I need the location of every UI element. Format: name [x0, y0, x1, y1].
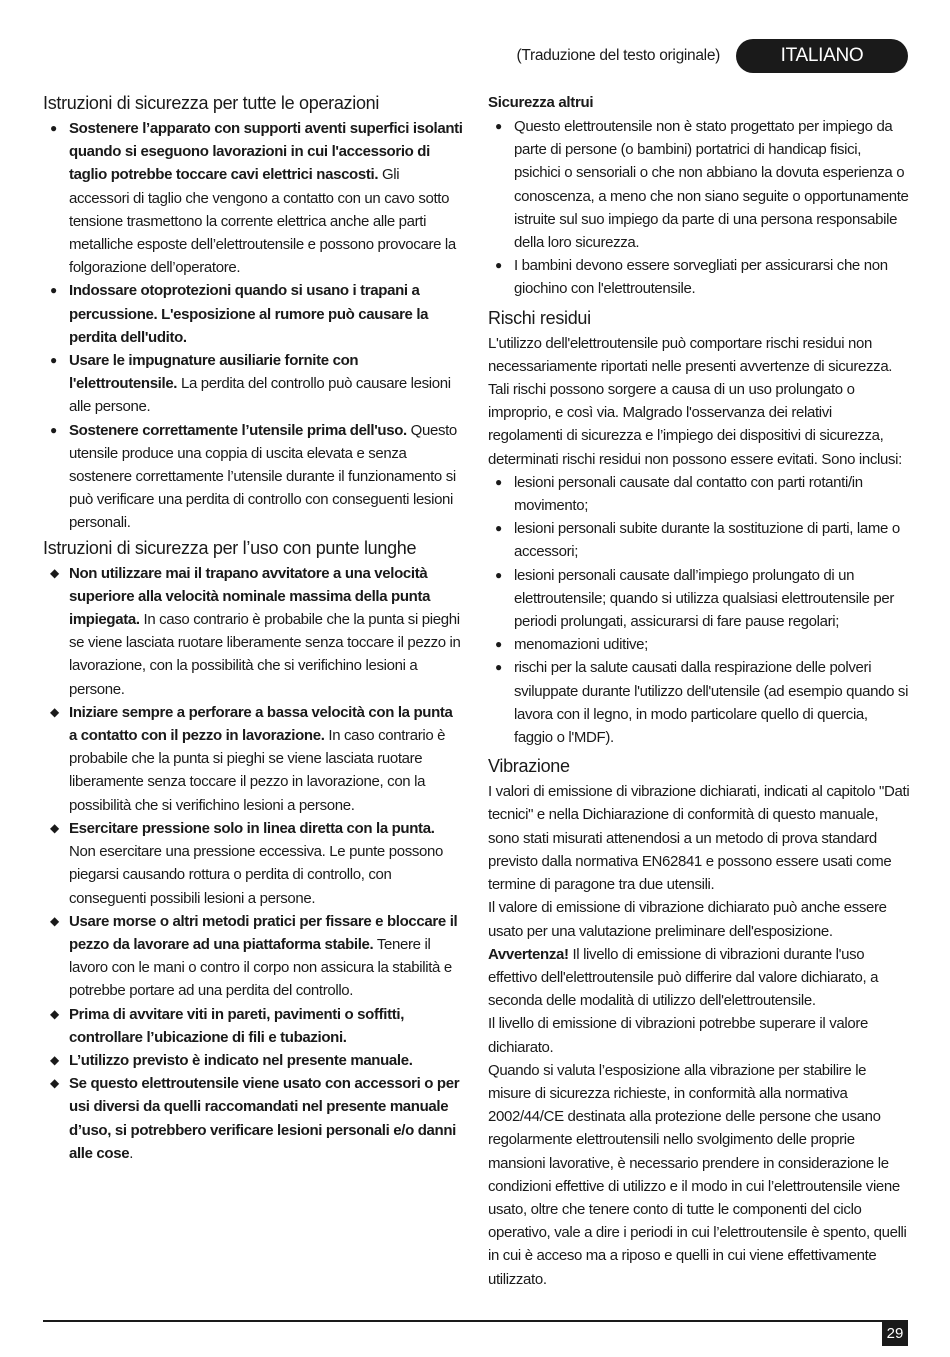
item-text: . — [129, 1144, 134, 1162]
bullet-icon: ● — [495, 660, 502, 675]
item-bold-text: Esercitare pressione solo in linea diretta con la punta. — [69, 819, 435, 837]
list-item — [488, 517, 910, 563]
item-text: In caso contrario è probabile che la punta si pieghi se viene lasciata ruotare liberamente senza toccare il pezzo in lavorazione, con la possibilità che si verifichino lesioni a persone. — [69, 727, 446, 814]
bullet-icon: ● — [495, 567, 502, 582]
diamond-bullet-icon: ◆ — [50, 1052, 59, 1067]
list-item — [488, 254, 910, 300]
bullet-icon: ● — [495, 521, 502, 536]
item-bold-text: Sostenere l’apparato con supporti aventi superfici isolanti quando si eseguono lavorazioni in cui l'accessorio di taglio potrebbe toccare cavi elettrici nascosti. — [69, 120, 463, 184]
list-item — [43, 1049, 463, 1072]
list-item — [488, 633, 910, 656]
item-bold-text: Non utilizzare mai il trapano avvitatore a una velocità superiore alla velocità nominale massima della punta impiegata. — [69, 564, 431, 629]
section-title-general-safety: Istruzioni di sicurezza per tutte le operazioni — [43, 93, 380, 113]
item-bold-text: L’utilizzo previsto è indicato nel presente manuale. — [69, 1051, 413, 1069]
bullet-icon: ● — [495, 258, 502, 273]
item-bold-text: Indossare otoprotezioni quando si usano i trapani a percussione. L'esposizione al rumore può causare la perdita dell'udito. — [69, 282, 429, 346]
item-text: I bambini devono essere sorvegliati per assicurarsi che non giochino con l'elettroutensile. — [514, 257, 888, 298]
item-text: rischi per la salute causati dalla respirazione delle polveri sviluppate durante l'utilizzo dell'utensile (ad esempio quando si lavora con il legno, in modo particolare quello di quercia, faggio o l'MDF). — [514, 659, 909, 747]
item-text: lesioni personali causate dall’impiego prolungato di un elettroutensile; quando si utilizza qualsiasi elettroutensile per periodi prolungati, assicurarsi di fare pause regolari; — [514, 566, 894, 631]
left-column — [43, 90, 463, 1165]
bullet-icon: ● — [495, 637, 502, 652]
bullet-icon: ● — [50, 283, 57, 298]
right-column — [488, 90, 910, 1291]
others-safety-list — [488, 115, 910, 301]
item-text: Questo elettroutensile non è stato progettato per impiego da parte di persone (o bambini) portatrici di handicap fisici, psichici o sensoriali o che non abbiano la dovuta esperienza o conoscenza, a meno che non siano seguite o opportunamente istruite sul suo impiego da parte di una persona responsabile della loro sicurezza. — [514, 118, 909, 252]
item-bold-text: Prima di avvitare viti in pareti, pavimenti o soffitti, controllare l’ubicazione di fili e tubazioni. — [69, 1005, 405, 1046]
page-header — [517, 38, 909, 74]
residual-risks-list — [488, 471, 910, 749]
language-badge: ITALIANO — [736, 39, 908, 73]
list-item — [488, 115, 910, 254]
list-item — [43, 349, 463, 419]
section-title-vibration: Vibrazione — [488, 756, 570, 777]
list-item — [43, 817, 463, 910]
residual-risks-intro: L'utilizzo dell'elettroutensile può comportare rischi residui non necessariamente riportati nelle presenti avvertenze di sicurezza. Tali rischi possono sorgere a causa di un uso prolungato o improprio, e così via. Malgrado l'osservanza dei relativi regolamenti di sicurezza e l’impiego dei dispositivi di sicurezza, determinati rischi residui non possono essere evitati. Sono inclusi: — [488, 334, 902, 468]
vibration-paragraph: I valori di emissione di vibrazione dichiarati, indicati al capitolo "Dati tecnici" e nella Dichiarazione di conformità di questo manuale, sono stati misurati attenendosi a un metodo di prova standard previsto dalla normativa EN62841 e possono essere usati come termine di paragone tra due utensili. — [488, 783, 910, 894]
vibration-paragraph: Il valore di emissione di vibrazione dichiarato può anche essere usato per una valutazione preliminare dell'esposizione. — [488, 899, 887, 940]
item-bold-text: Sostenere correttamente l’utensile prima dell'uso. — [69, 421, 407, 439]
footer-divider — [43, 1320, 908, 1322]
list-item — [43, 117, 463, 279]
item-bold-text: Se questo elettroutensile viene usato con accessori o per usi diversi da quelli raccomandati nel presente manuale d’uso, si potrebbero verificare lesioni personali e/o danni alle cose — [69, 1075, 460, 1162]
bullet-icon: ● — [50, 353, 57, 368]
item-text: Questo utensile produce una coppia di uscita elevata e senza sostenere correttamente l’utensile durante il funzionamento si può verificare una perdita di controllo con conseguenti lesioni personali. — [69, 421, 457, 532]
item-text: lesioni personali causate dal contatto con parti rotanti/in movimento; — [514, 473, 863, 515]
item-text: In caso contrario è probabile che la punta si pieghi se viene lasciata ruotare liberamente senza toccare il pezzo in lavorazione, con la possibilità che si verifichino lesioni a persone. — [69, 611, 461, 698]
list-item — [488, 564, 910, 634]
diamond-bullet-icon: ◆ — [50, 1006, 59, 1021]
vibration-paragraph: Quando si valuta l’esposizione alla vibrazione per stabilire le misure di sicurezza richieste, in conformità alla normativa 2002/44/CE destinata alla protezione delle persone che usano regolarmente elettroutensili nello svolgimento delle proprie mansioni lavorative, è necessario prendere in considerazione le condizioni effettive di utilizzo e il modo in cui l’elettroutensile viene usato, oltre che tenere conto di tutte le componenti del ciclo operativo, vale a dire i periodi in cui l’elettroutensile è spento, quelli in cui è acceso ma a riposo e quelli in cui viene effettivamente utilizzato. — [488, 1061, 907, 1288]
diamond-bullet-icon: ◆ — [50, 913, 59, 928]
diamond-bullet-icon: ◆ — [50, 1076, 59, 1091]
diamond-bullet-icon: ◆ — [50, 820, 59, 835]
translation-note: (Traduzione del testo originale) — [516, 47, 720, 64]
item-bold-text: Usare morse o altri metodi pratici per fissare e bloccare il pezzo da lavorare ad una piattaforma stabile. — [69, 912, 458, 953]
item-text: lesioni personali subite durante la sostituzione di parti, lame o accessori; — [514, 520, 900, 561]
bullet-icon: ● — [495, 474, 502, 489]
list-item — [43, 1072, 463, 1165]
list-item — [43, 279, 463, 349]
long-bits-list — [43, 562, 463, 1165]
item-text: Gli accessori di taglio che vengono a contatto con un cavo sotto tensione trasmettono la corrente elettrica anche alle parti metalliche esposte dell’elettroutensile e possono provocare la folgorazione dell’operatore. — [69, 166, 456, 277]
page-number: 29 — [882, 1320, 908, 1346]
list-item — [488, 471, 910, 517]
item-bold-text: Iniziare sempre a perforare a bassa velocità con la punta a contatto con il pezzo in lavorazione. — [69, 703, 453, 745]
list-item — [488, 656, 910, 749]
item-text: Non esercitare una pressione eccessiva. Le punte possono piegarsi causando rottura o perdita di controllo, con conseguenti possibili lesioni a persone. — [69, 843, 443, 907]
section-title-residual-risks: Rischi residui — [488, 307, 591, 328]
section-title-others-safety: Sicurezza altrui — [488, 94, 594, 111]
warning-text: Il livello di emissione di vibrazioni durante l'uso effettivo dell'elettroutensile può differire dal valore dichiarato, a seconda delle modalità di utilizzo dell'elettroutensile. — [488, 945, 879, 1010]
diamond-bullet-icon: ◆ — [50, 565, 59, 580]
general-safety-list — [43, 117, 463, 535]
section-title-long-bits: Istruzioni di sicurezza per l’uso con punte lunghe — [43, 537, 417, 558]
bullet-icon: ● — [495, 119, 502, 133]
bullet-icon: ● — [50, 121, 57, 135]
list-item — [43, 1003, 463, 1049]
item-text: Tenere il lavoro con le mani o contro il corpo non assicura la stabilità e potrebbe portare ad una perdita del controllo. — [69, 935, 452, 1000]
vibration-warning — [488, 943, 910, 1013]
list-item — [43, 562, 463, 701]
warning-label: Avvertenza! — [488, 945, 569, 963]
vibration-paragraph: Il livello di emissione di vibrazioni potrebbe superare il valore dichiarato. — [488, 1015, 868, 1056]
bullet-icon: ● — [50, 422, 57, 437]
list-item — [43, 419, 463, 535]
diamond-bullet-icon: ◆ — [50, 704, 59, 719]
item-bold-text: Usare le impugnature ausiliarie fornite con l'elettroutensile. — [69, 352, 359, 393]
item-text: menomazioni uditive; — [514, 636, 648, 654]
item-text: La perdita del controllo può causare lesioni alle persone. — [69, 375, 451, 416]
list-item — [43, 701, 463, 817]
list-item — [43, 910, 463, 1003]
